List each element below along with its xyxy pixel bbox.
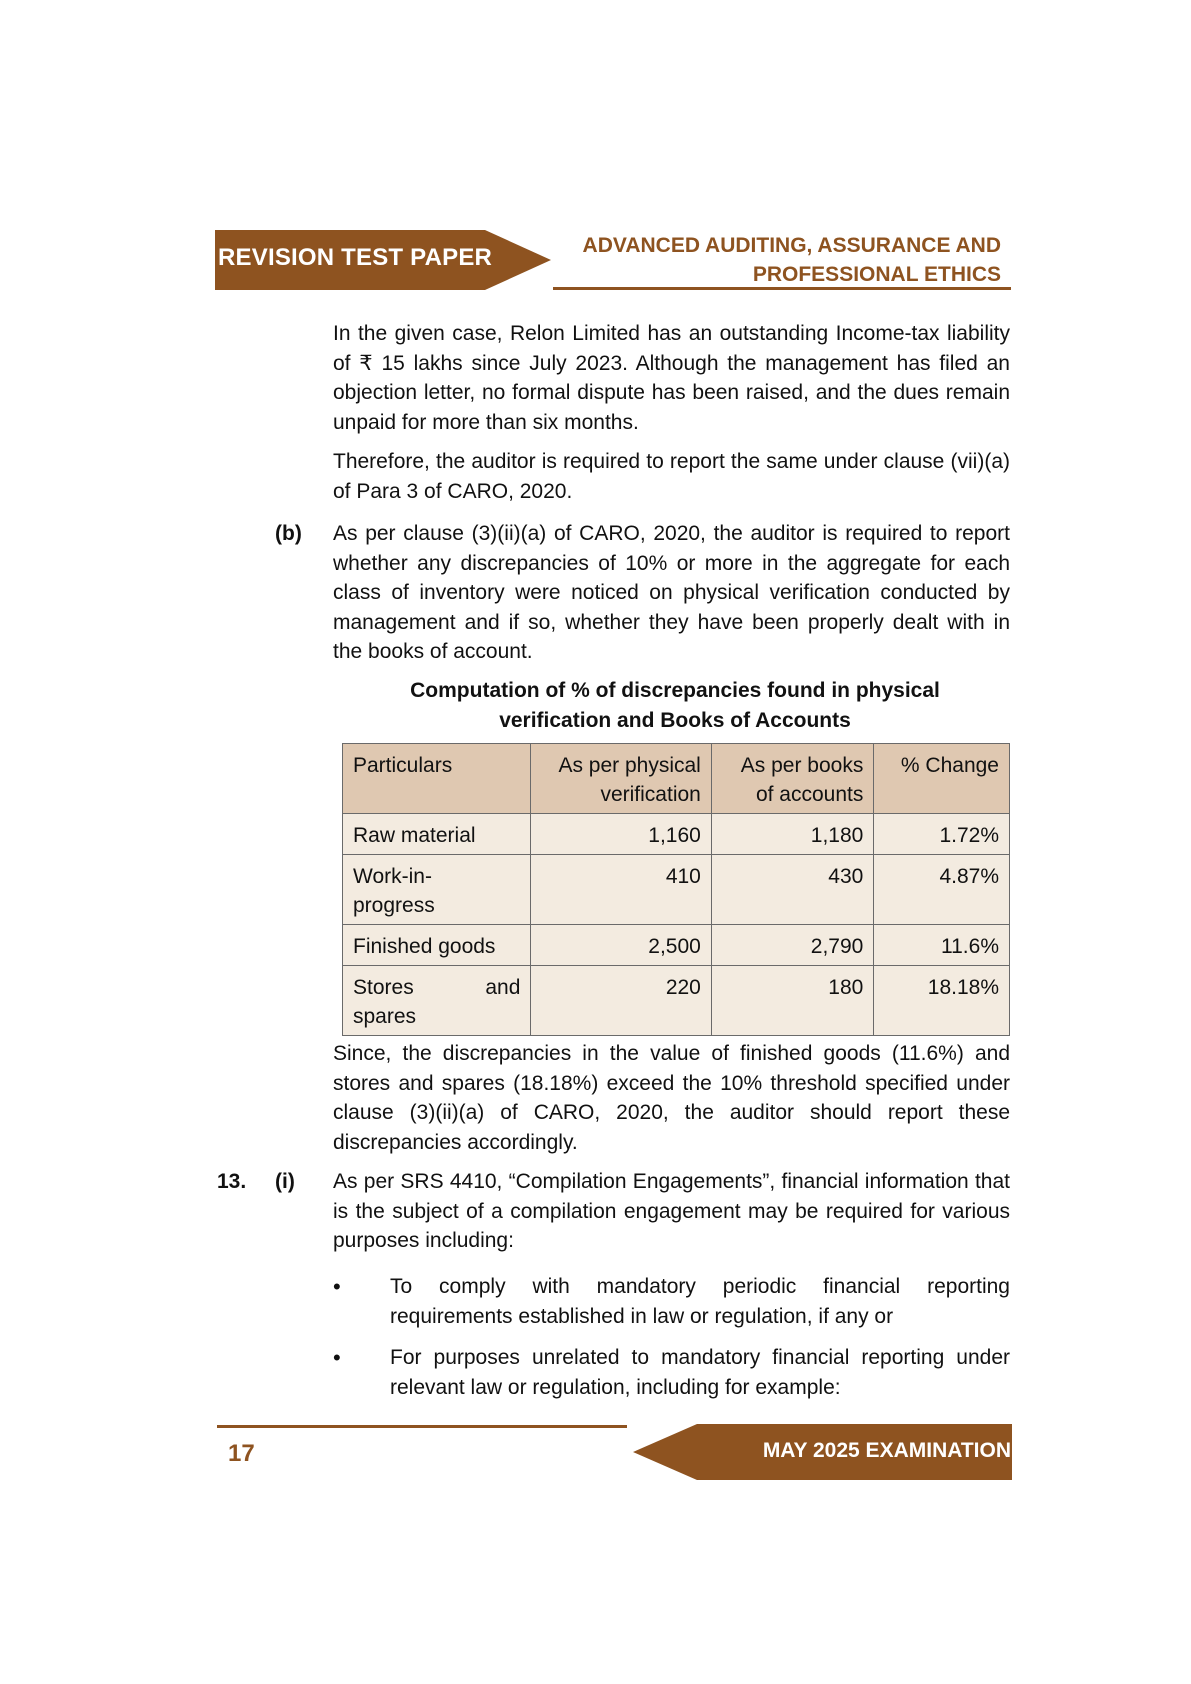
header-books-line2: of accounts <box>755 783 864 806</box>
header-particulars: Particulars <box>343 744 531 814</box>
section-b-marker: (b) <box>275 522 302 545</box>
row-books: 1,180 <box>711 814 873 855</box>
bullet-icon: • <box>333 1274 341 1299</box>
question-part-marker: (i) <box>275 1170 295 1193</box>
row-particular-word1: Stores <box>353 976 414 999</box>
footer-exam-label: MAY 2025 EXAMINATION <box>762 1439 1011 1462</box>
bullet-icon: • <box>333 1345 341 1370</box>
header-physical <box>531 744 711 814</box>
row-books: 430 <box>711 855 873 925</box>
paragraph-therefore: Therefore, the auditor is required to report the same under clause (vii)(a) of Para 3 of CARO, 2020. <box>333 450 1010 503</box>
header-subject-line2: PROFESSIONAL ETHICS <box>752 263 1001 286</box>
bullet-item: For purposes unrelated to mandatory financial reporting under relevant law or regulation, including for example: <box>390 1346 1010 1399</box>
row-particular-word2: and <box>485 976 521 999</box>
row-particular-line1: Work-in- <box>353 865 432 888</box>
table-caption-line2: verification and Books of Accounts <box>499 708 851 732</box>
header-physical-line2: verification <box>600 783 701 806</box>
row-physical: 410 <box>531 855 711 925</box>
footer-rule <box>217 1425 627 1428</box>
row-change: 1.72% <box>874 814 1010 855</box>
header-physical-line1: As per physical <box>558 754 701 777</box>
table-row <box>343 966 1010 1036</box>
table-row <box>343 925 1010 966</box>
paragraph-conclusion: Since, the discrepancies in the value of finished goods (11.6%) and stores and spares (18.18%) exceed the 10% threshold specified under clause (3)(ii)(a) of CARO, 2020, the auditor should report these discrepancies accordingly. <box>333 1042 1010 1154</box>
row-change: 18.18% <box>874 966 1010 1036</box>
paragraph-liability: In the given case, Relon Limited has an outstanding Income-tax liability of ₹ 15 lakhs since July 2023. Although the management has filed an objection letter, no formal dispute has been raised, and the dues remain unpaid for more than six months. <box>333 322 1010 434</box>
row-physical: 2,500 <box>531 925 711 966</box>
page-number: 17 <box>228 1440 255 1467</box>
header-left-title: REVISION TEST PAPER <box>218 244 493 271</box>
row-physical: 220 <box>531 966 711 1036</box>
row-books: 180 <box>711 966 873 1036</box>
row-change: 11.6% <box>874 925 1010 966</box>
row-particular <box>343 855 531 925</box>
bullet-item: To comply with mandatory periodic financial reporting requirements established in law or regulation, if any or <box>390 1275 1010 1328</box>
row-particular-line1 <box>353 973 520 1002</box>
table-header-row <box>343 744 1010 814</box>
table-row <box>343 855 1010 925</box>
row-physical: 1,160 <box>531 814 711 855</box>
row-particular: Finished goods <box>343 925 531 966</box>
row-change: 4.87% <box>874 855 1010 925</box>
header-change: % Change <box>874 744 1010 814</box>
row-particular: Raw material <box>343 814 531 855</box>
discrepancy-table <box>342 743 1010 1036</box>
section-b-text: As per clause (3)(ii)(a) of CARO, 2020, the auditor is required to report whether any discrepancies of 10% or more in the aggregate for each class of inventory were noticed on physical verification conducted by management and if so, whether they have been properly dealt with in the books of account. <box>333 522 1010 663</box>
question-number: 13. <box>217 1170 247 1193</box>
header-subject-title <box>583 231 1001 289</box>
table-caption-line1: Computation of % of discrepancies found in physical <box>410 679 940 702</box>
row-books: 2,790 <box>711 925 873 966</box>
table-row <box>343 814 1010 855</box>
table-caption <box>340 676 1010 735</box>
header-subject-line1: ADVANCED AUDITING, ASSURANCE AND <box>582 234 1001 257</box>
header-books <box>711 744 873 814</box>
row-particular-line2: spares <box>353 1005 417 1028</box>
header-books-line1: As per books <box>740 754 864 777</box>
row-particular-line2: progress <box>353 894 435 917</box>
header-rule <box>553 287 1011 290</box>
question-13-text: As per SRS 4410, “Compilation Engagements”, financial information that is the subject of a compilation engagement may be required for various purposes including: <box>333 1170 1010 1252</box>
row-particular <box>343 966 531 1036</box>
